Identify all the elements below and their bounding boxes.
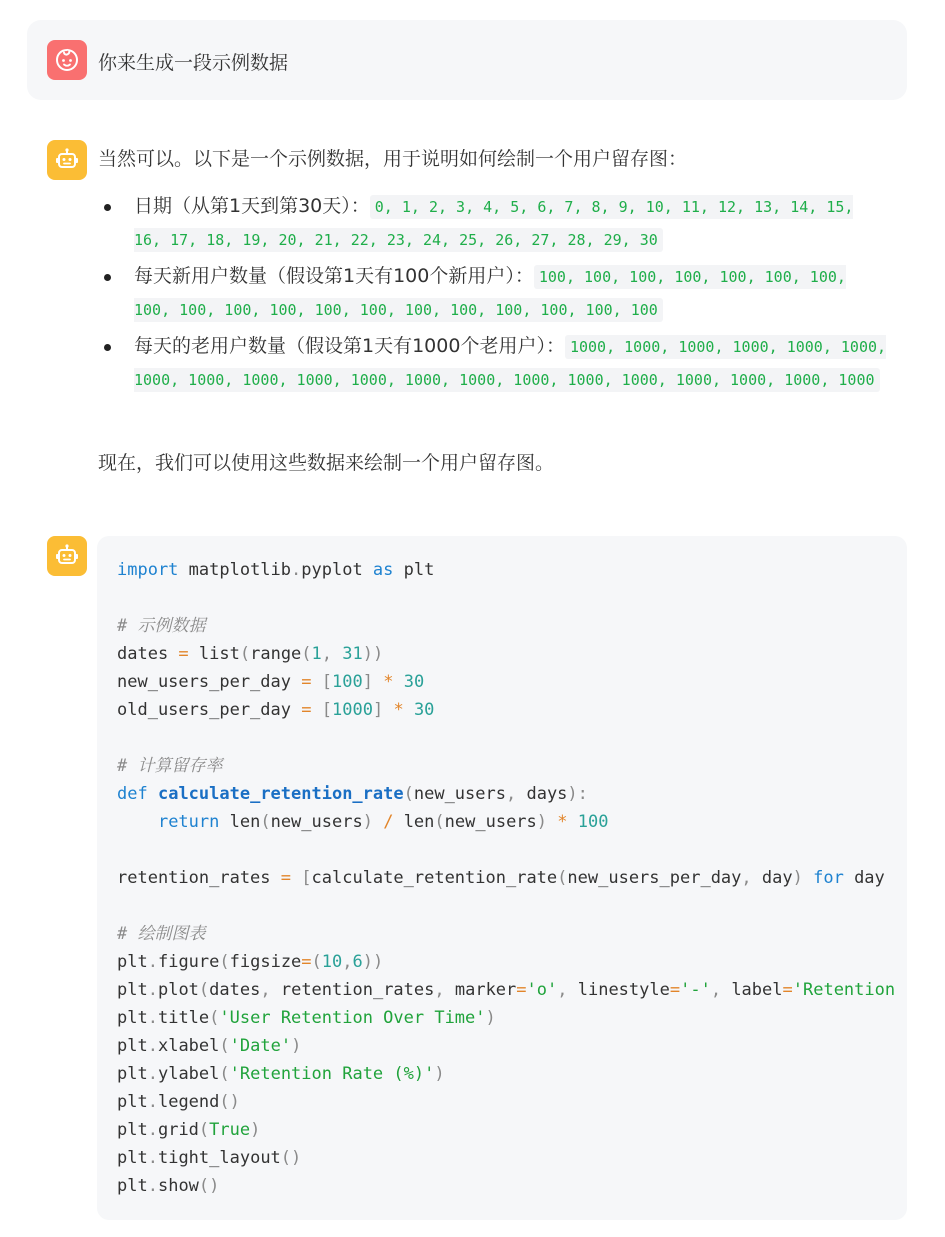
code-block[interactable] [97,536,907,1220]
inline-code: 100, 100, 100, 100, 100, 100, 100, 100, 100, 100, 100, 100, 100, 100, 100, 100, 100, 100, 100 [134,265,846,322]
assistant-avatar [47,536,87,576]
code-line: plt.figure(figsize=(10,6)) [117,952,384,972]
assistant-outro-text: 现在，我们可以使用这些数据来绘制一个用户留存图。 [98,452,555,474]
point-label: 日期（从第1天到第30天）： [134,195,370,217]
inline-code: 0, 1, 2, 3, 4, 5, 6, 7, 8, 9, 10, 11, 12, 13, 14, 15, 16, 17, 18, 19, 20, 21, 22, 23, 24, 25, 26, 27, 28, 29, 30 [134,195,853,252]
code-line: plt.xlabel('Date') [117,1036,302,1056]
code-line: plt.plot(dates, retention_rates, marker='o', linestyle='-', label='Retention [117,980,896,1000]
code-line: dates = list(range(1, 31)) [117,644,384,664]
code-line [117,892,895,920]
code-line: # 计算留存率 [117,756,223,776]
code-line: new_users_per_day = [100] * 30 [117,672,425,692]
assistant-avatar [47,140,87,180]
code-line: import matplotlib.pyplot as plt [117,560,435,580]
data-points-list [98,190,888,400]
user-message [27,20,907,100]
assistant-intro-text: 当然可以。以下是一个示例数据，用于说明如何绘制一个用户留存图： [98,148,688,170]
code-line: plt.show() [117,1176,220,1196]
code-line: plt.title('User Retention Over Time') [117,1008,496,1028]
code-line: return len(new_users) / len(new_users) * 100 [157,812,609,832]
code-line [117,724,895,752]
code-line: # 绘制图表 [117,924,206,944]
code-line: plt.tight_layout() [117,1148,302,1168]
user-avatar [47,40,87,80]
list-item [98,260,888,326]
code-line: old_users_per_day = [1000] * 30 [117,700,435,720]
inline-code: 1000, 1000, 1000, 1000, 1000, 1000, 1000, 1000, 1000, 1000, 1000, 1000, 1000, 1000, 1000, 1000, 1000, 1000, 1000, 1000 [134,335,886,392]
code-line: plt.ylabel('Retention Rate (%)') [117,1064,445,1084]
list-item [98,330,888,396]
code-line: def calculate_retention_rate(new_users, days): [117,784,588,804]
point-label: 每天新用户数量（假设第1天有100个新用户）： [134,265,534,287]
code-content [117,556,895,1200]
list-item [98,190,888,256]
robot-icon [54,543,80,569]
code-line [117,836,895,864]
robot-icon [54,147,80,173]
user-message-text: 你来生成一段示例数据 [98,52,289,74]
point-label: 每天的老用户数量（假设第1天有1000个老用户）： [134,335,565,357]
smiley-face-icon [54,47,80,73]
code-line: plt.grid(True) [117,1120,261,1140]
code-line: retention_rates = [calculate_retention_rate(new_users_per_day, day) for day [117,868,885,888]
code-line: # 示例数据 [117,616,206,636]
code-line: plt.legend() [117,1092,240,1112]
code-line [117,584,895,612]
